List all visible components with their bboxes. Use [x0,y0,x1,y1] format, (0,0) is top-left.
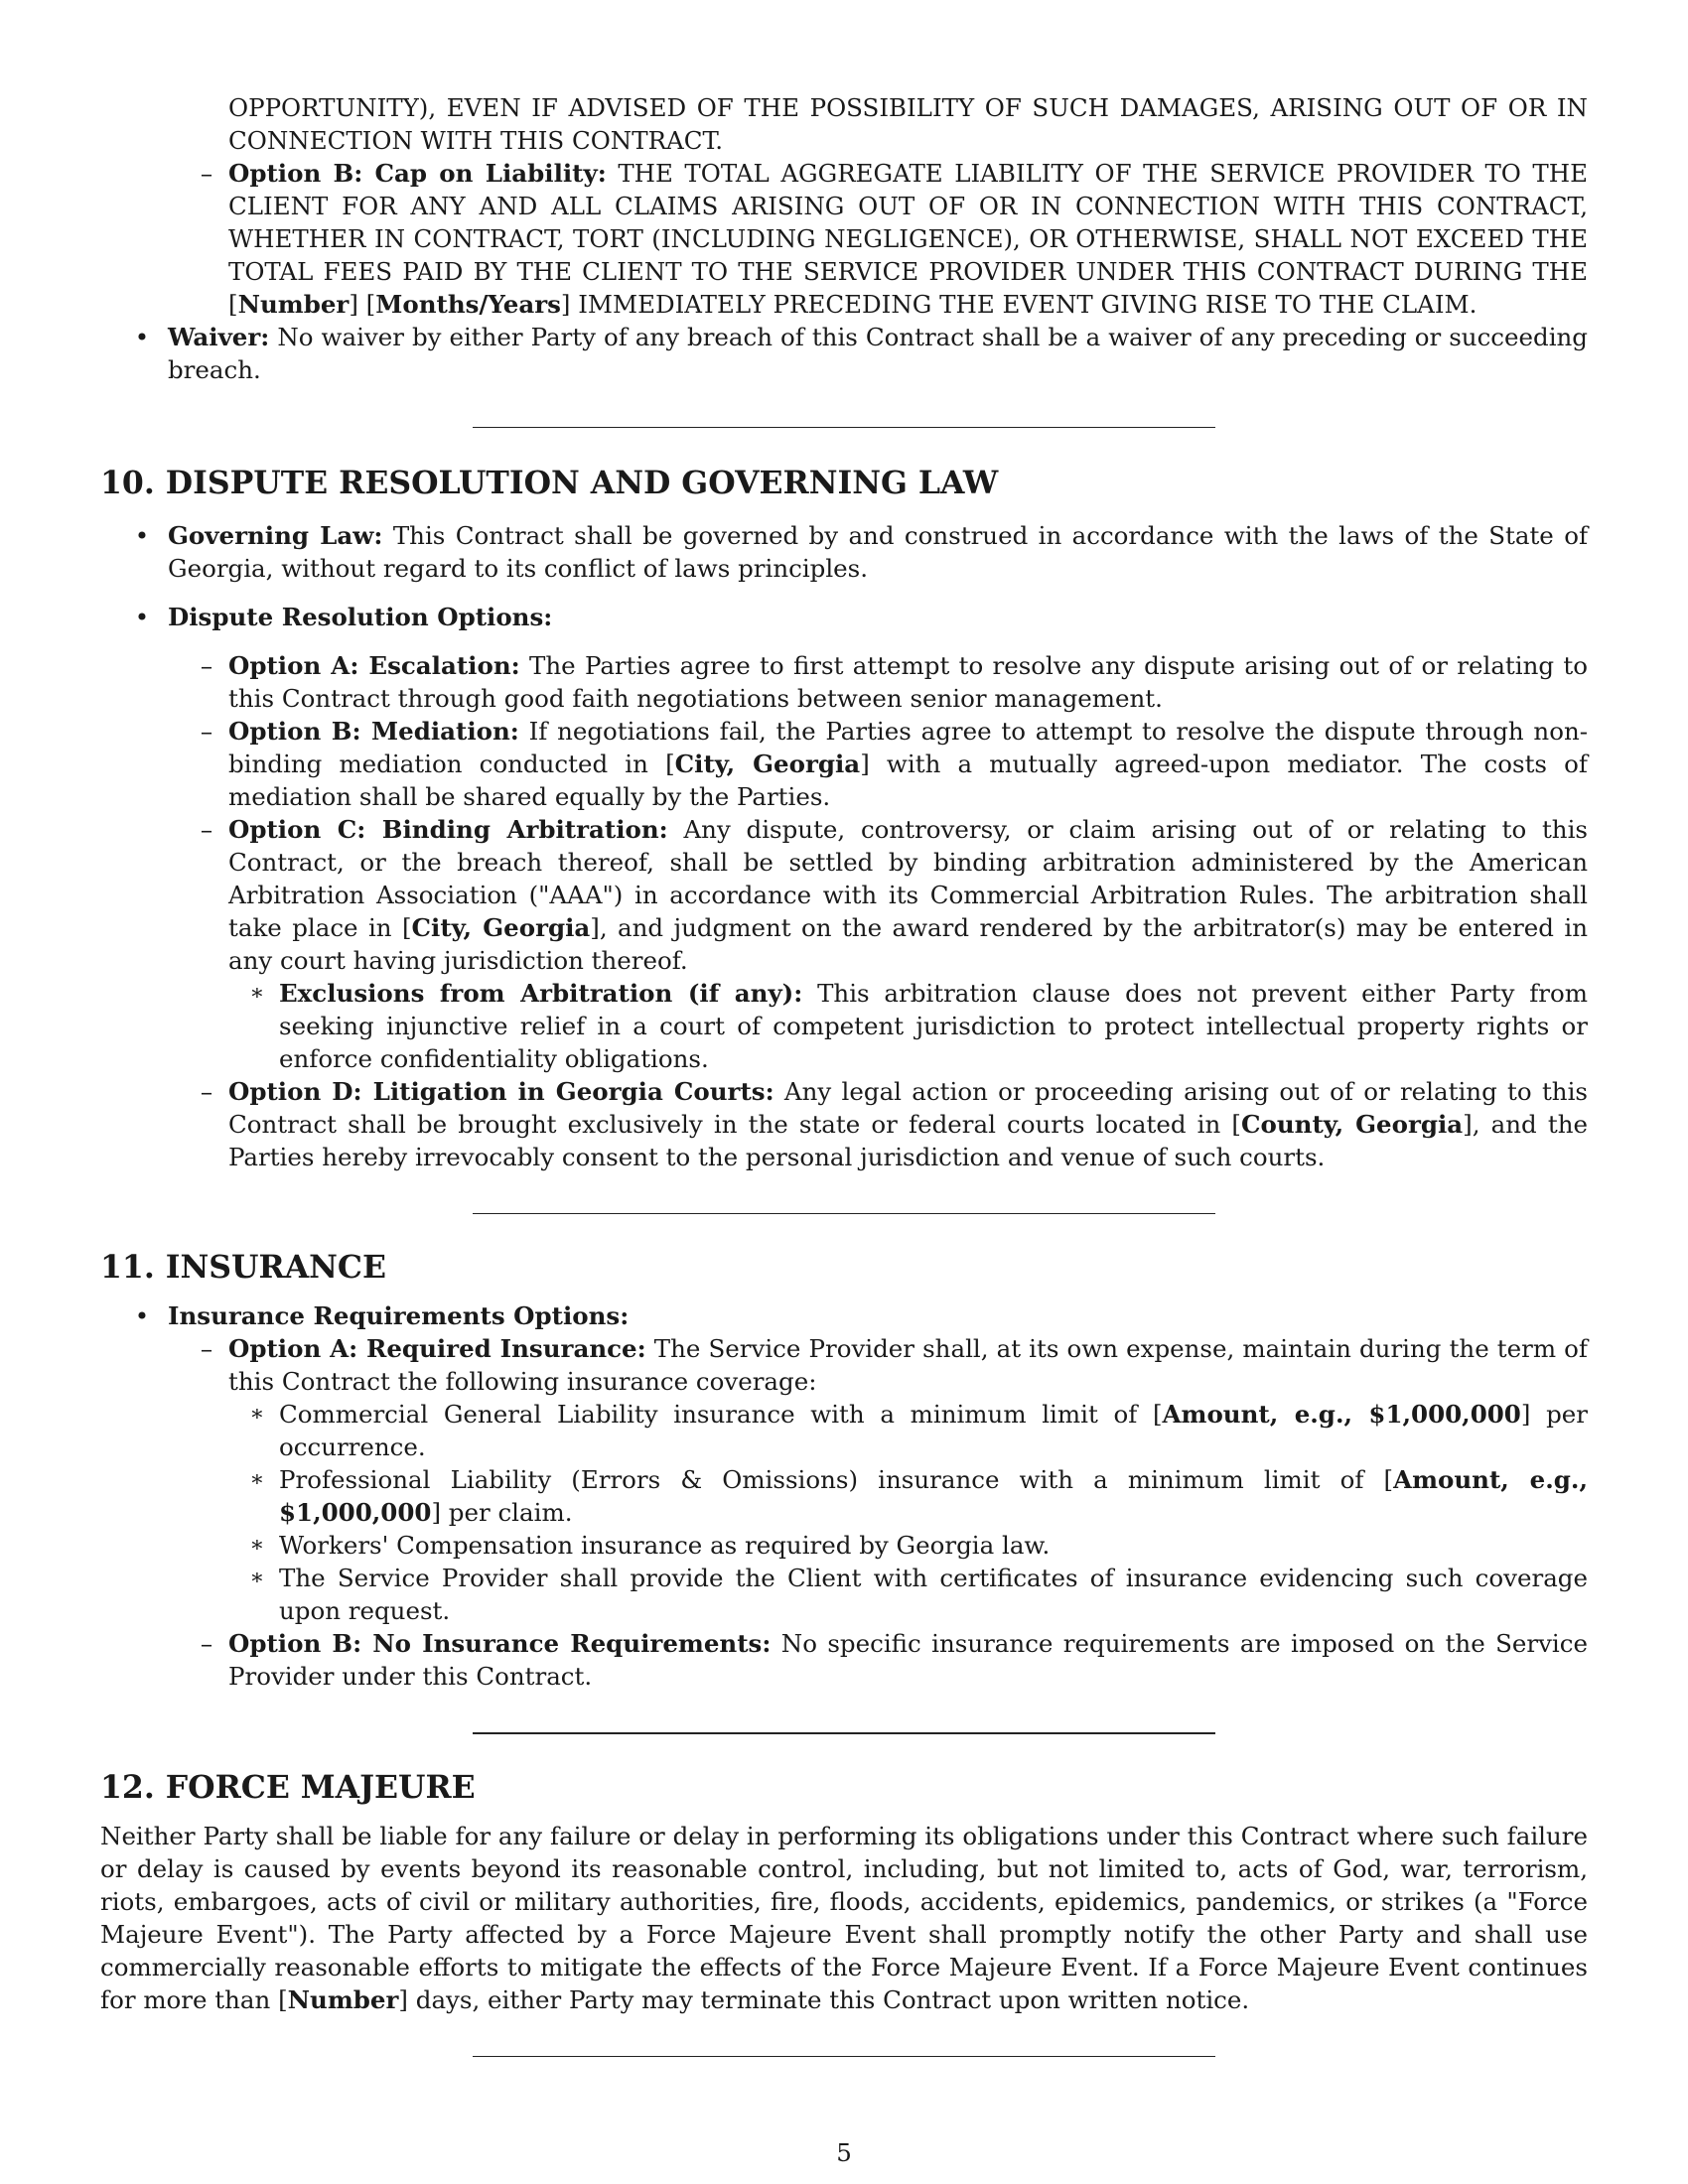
option-label: Option B: Cap on Liability: [228,159,607,188]
page-number: 5 [836,2138,852,2167]
bullet-marker: • [134,323,150,351]
placeholder: County, Georgia [1241,1110,1464,1139]
dash-marker: – [200,651,213,680]
governing-law-item: • Governing Law: This Contract shall be governed by and construed in accordance with the laws of the State of Georgia, without regard to its conflict of laws principles. [134,521,1589,583]
dash-marker: – [200,159,213,188]
asterisk-marker: ∗ [249,1402,265,1427]
insurance-item-professional: ∗ Professional Liability (Errors & Omissions) insurance with a minimum limit of [Amount, e.g., $1,000,000] per claim. [249,1465,1588,1527]
section-divider [473,2056,1215,2057]
item-label: Governing Law: [168,521,383,550]
section-heading-10: 10. DISPUTE RESOLUTION AND GOVERNING LAW [100,465,999,501]
option-a-continuation: OPPORTUNITY), EVEN IF ADVISED OF THE POSSIBILITY OF SUCH DAMAGES, ARISING OUT OF OR IN CONNECTION WITH THIS CONTRACT. [228,93,1588,155]
insurance-requirements-item [100,1299,1588,1332]
option-no-insurance: – Option B: No Insurance Requirements: No specific insurance requirements are imposed on the Service Provider under this Contract. [100,1627,1588,1693]
dash-marker: – [200,815,213,844]
option-required-insurance: – Option A: Required Insurance: The Service Provider shall, at its own expense, maintain during the term of this Contract the following insurance coverage: [100,1332,1588,1398]
option-binding-arbitration: – Option C: Binding Arbitration: Any dispute, controversy, or claim arising out of or relating to this Contract, or the breach thereof, shall be settled by binding arbitration administered by the American Arbitration Association ("AAA") in accordance with its Commercial Arbitration Rules. The arbitration shall take place in [City, Georgia], and judgment on the award rendered by the arbitrator(s) may be entered in any court having jurisdiction thereof. [100,813,1588,977]
option-label: Option D: Litigation in Georgia Courts: [228,1077,774,1106]
document-page [100,91,1588,2057]
item-label: Waiver: [168,323,270,351]
option-label: Option B: Mediation: [228,717,519,746]
asterisk-marker: ∗ [249,1533,265,1558]
sub-label: Exclusions from Arbitration (if any): [279,979,803,1008]
placeholder: Number [287,1985,399,2014]
insurance-item-cgl: ∗ Commercial General Liability insurance with a minimum limit of [Amount, e.g., $1,000,000] per occurrence. [249,1400,1588,1461]
force-majeure-paragraph: Neither Party shall be liable for any failure or delay in performing its obligations under this Contract where such failure or delay is caused by events beyond its reasonable control, including, but not limited to, acts of God, war, terrorism, riots, embargoes, acts of civil or military authorities, fire, floods, accidents, epidemics, pandemics, or strikes (a "Force Majeure Event"). The Party affected by a Force Majeure Event shall promptly notify the other Party and shall use commercially reasonable efforts to mitigate the effects of the Force Majeure Event. If a Force Majeure Event continues for more than [Number] days, either Party may terminate this Contract upon written notice. [100,1822,1588,2014]
bullet-marker: • [134,521,150,550]
dash-marker: – [200,1334,213,1363]
option-mediation: – Option B: Mediation: If negotiations fail, the Parties agree to attempt to resolve the dispute through non-binding mediation conducted in [City, Georgia] with a mutually agreed-upon mediator. The costs of mediation shall be shared equally by the Parties. [100,715,1588,813]
option-label: Option A: Escalation: [228,651,520,680]
section-heading-11: 11. INSURANCE [100,1249,387,1286]
option-cap-on-liability: – Option B: Cap on Liability: THE TOTAL AGGREGATE LIABILITY OF THE SERVICE PROVIDER TO THE CLIENT FOR ANY AND ALL CLAIMS ARISING OUT OF OR IN CONNECTION WITH THIS CONTRACT, WHETHER IN CONTRACT, TORT (INCLUDING NEGLIGENCE), OR OTHERWISE, SHALL NOT EXCEED THE TOTAL FEES PAID BY THE CLIENT TO THE SERVICE PROVIDER UNDER THIS CONTRACT DURING THE [Number] [Months/Years] IMMEDIATELY PRECEDING THE EVENT GIVING RISE TO THE CLAIM. [100,157,1588,321]
waiver-item: • Waiver: No waiver by either Party of any breach of this Contract shall be a waiver of any preceding or succeeding breach. [134,323,1588,384]
option-label: Option C: Binding Arbitration: [228,815,668,844]
placeholder: Amount, e.g., $1,000,000 [1162,1400,1521,1429]
bullet-marker: • [134,603,150,631]
asterisk-marker: ∗ [249,981,265,1006]
option-label: Option A: Required Insurance: [228,1334,646,1363]
option-escalation: – Option A: Escalation: The Parties agree to first attempt to resolve any dispute arising out of or relating to this Contract through good faith negotiations between senior management. [100,649,1588,715]
asterisk-marker: ∗ [249,1467,265,1492]
placeholder: City, Georgia [411,913,591,942]
dash-marker: – [200,717,213,746]
placeholder: City, Georgia [674,750,861,778]
placeholder: Number [237,290,350,319]
placeholder: Months/Years [375,290,561,319]
item-label: Dispute Resolution Options: [168,603,553,631]
option-label: Option B: No Insurance Requirements: [228,1629,772,1658]
option-litigation: – Option D: Litigation in Georgia Courts: Any legal action or proceeding arising out of or relating to this Contract shall be brought exclusively in the state or federal courts located in [County, Georgia], and the Parties hereby irrevocably consent to the personal jurisdiction and venue of such courts. [100,1075,1588,1173]
dash-marker: – [200,1077,213,1106]
bullet-marker: • [134,1301,150,1330]
dispute-resolution-item [100,601,1588,633]
item-label: Insurance Requirements Options: [168,1301,630,1330]
placeholder: Amount, e.g., $1,000,000 [279,1465,1588,1527]
arbitration-exclusions: ∗ Exclusions from Arbitration (if any): This arbitration clause does not prevent either Party from seeking injunctive relief in a court of competent jurisdiction to protect intellectual property rights or enforce confidentiality obligations. [249,979,1588,1073]
section-heading-12: 12. FORCE MAJEURE [100,1769,476,1806]
asterisk-marker: ∗ [249,1566,265,1590]
insurance-item-workers-comp: ∗ Workers' Compensation insurance as required by Georgia law. [249,1531,1051,1560]
dash-marker: – [200,1629,213,1658]
insurance-item-certificates: ∗ The Service Provider shall provide the Client with certificates of insurance evidencing such coverage upon request. [249,1564,1588,1625]
